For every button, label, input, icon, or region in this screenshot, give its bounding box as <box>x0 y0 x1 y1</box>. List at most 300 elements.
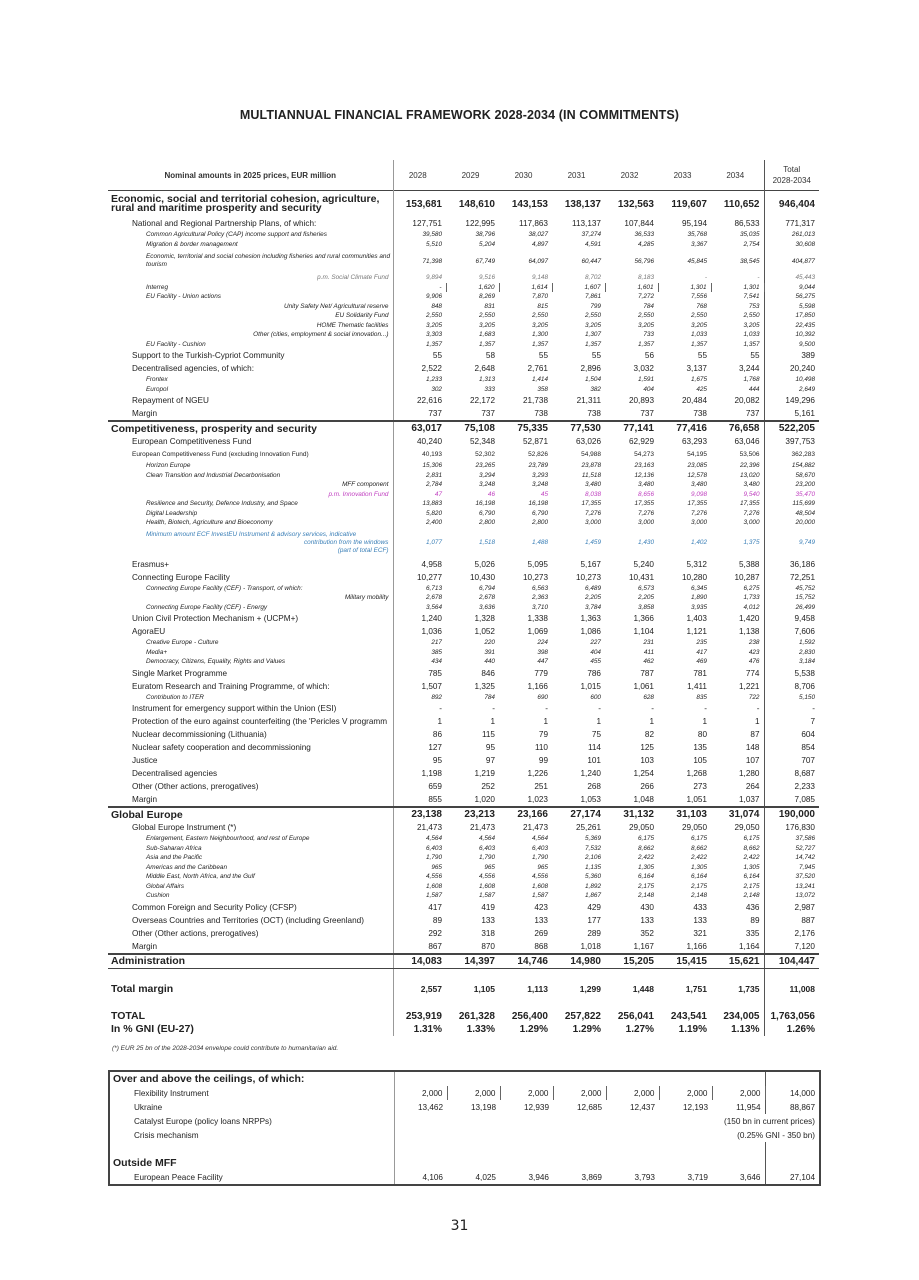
year-value: 411 <box>643 648 654 656</box>
year-value: 1,305 <box>638 863 654 871</box>
year-value: 36,533 <box>634 231 654 239</box>
year-value: 7,870 <box>532 293 548 301</box>
row-label: HOME Thematic facilities <box>108 321 393 331</box>
year-value: 2,896 <box>580 364 601 373</box>
year-value: 6,790 <box>479 509 495 517</box>
year-value: 15,205 <box>605 954 658 969</box>
year-value: 45 <box>540 490 548 498</box>
year-value: 3,636 <box>479 603 495 611</box>
table-row-dec2 <box>108 767 819 780</box>
year-value: 433 <box>693 902 707 912</box>
year-value: 9,906 <box>426 293 442 301</box>
table-row-other1 <box>108 330 819 340</box>
year-value: 122,995 <box>465 219 495 228</box>
year-value: 3,784 <box>585 603 601 611</box>
total-value: 5,150 <box>764 693 819 703</box>
year-value: 62,929 <box>628 437 654 446</box>
year-value: 1,048 <box>633 795 654 804</box>
total-value: 8,687 <box>764 767 819 780</box>
table-row-esi <box>108 702 819 715</box>
year-value: 737 <box>745 409 760 418</box>
year-value: 733 <box>643 331 654 339</box>
year-value: 3,205 <box>426 321 442 329</box>
year-value: - <box>598 704 601 713</box>
year-value: 1,240 <box>421 614 442 623</box>
year-value: 89 <box>432 915 442 925</box>
year-value: 3,564 <box>426 603 442 611</box>
year-value: 268 <box>587 782 601 791</box>
year-value: 2,000 <box>500 1086 553 1100</box>
spacer-cell <box>108 968 393 983</box>
year-value: 2,800 <box>532 519 548 527</box>
empty-cell <box>606 1156 659 1170</box>
year-value: 1,307 <box>585 331 601 339</box>
total-value: 20,240 <box>764 362 819 375</box>
year-value: 46 <box>487 490 495 498</box>
year-value: 77,141 <box>605 421 658 435</box>
year-value: 3,000 <box>638 519 654 527</box>
year-value: 110 <box>534 743 548 752</box>
year-value: 56 <box>644 351 654 360</box>
header-total-line1: Total <box>783 165 801 174</box>
year-value: 3,000 <box>691 519 707 527</box>
year-value: 25,261 <box>575 823 601 832</box>
table-row-global <box>108 882 819 892</box>
label-line-1: Minimum amount ECF InvestEU Instrument & advisory services, indicative <box>146 530 357 538</box>
year-value: 2,148 <box>743 892 760 900</box>
table-row-ngeu <box>108 394 819 407</box>
table-row-justice <box>108 754 819 767</box>
year-value: 273 <box>693 782 707 791</box>
year-value: 4,564 <box>479 835 495 843</box>
total-value: 1.26% <box>764 1023 819 1036</box>
year-value: 13,883 <box>422 500 442 508</box>
year-value: 1,892 <box>585 882 601 890</box>
year-value: 2,106 <box>585 854 601 862</box>
year-value: 3,205 <box>532 321 548 329</box>
empty-cell <box>765 1156 820 1170</box>
year-value: 436 <box>745 902 760 912</box>
year-value: 55 <box>697 351 707 360</box>
page-number: 31 <box>450 1218 469 1234</box>
year-value: 67,749 <box>475 257 495 265</box>
year-value: 2,550 <box>532 312 548 320</box>
year-value: 23,878 <box>581 462 601 470</box>
spacer-row <box>108 968 819 983</box>
year-value: 76,658 <box>711 421 764 435</box>
empty-cell <box>553 1071 606 1086</box>
year-value: 3,480 <box>691 481 707 489</box>
year-value: 1,086 <box>580 627 601 636</box>
table-row-home <box>108 321 819 331</box>
year-value: 398 <box>537 648 548 656</box>
total-value: 26,499 <box>764 603 819 613</box>
year-value: 253,919 <box>405 1010 442 1022</box>
row-label: Crisis mechanism <box>109 1128 394 1142</box>
year-value: 1,768 <box>743 376 760 384</box>
year-value: 1,052 <box>474 627 495 636</box>
year-value: 440 <box>484 658 495 666</box>
table-row-totmargin <box>108 983 819 996</box>
year-value: 7,272 <box>638 293 654 301</box>
year-value: 17,355 <box>634 500 654 508</box>
year-value: 965 <box>484 863 495 871</box>
row-label: Common Foreign and Security Policy (CFSP) <box>108 901 393 914</box>
row-label: Total margin <box>108 983 393 996</box>
year-value: 138,137 <box>552 191 605 218</box>
year-value: 2,800 <box>479 519 495 527</box>
row-label: Margin <box>108 407 393 421</box>
year-value: 75 <box>591 730 601 739</box>
year-value: 8,702 <box>585 274 601 282</box>
total-value: 13,072 <box>764 891 819 901</box>
year-value: 2,000 <box>659 1086 712 1100</box>
year-value: 22,616 <box>416 396 442 405</box>
header-year: 2030 <box>514 170 533 180</box>
year-value: 1,015 <box>580 681 601 691</box>
total-value: 9,044 <box>764 283 819 293</box>
spacer-cell <box>552 968 605 983</box>
year-value: 64,097 <box>528 257 548 265</box>
table-row-nucsafe <box>108 741 819 754</box>
total-value: 190,000 <box>764 807 819 821</box>
year-value: 1,325 <box>474 681 495 691</box>
year-value: 2,000 <box>606 1086 659 1100</box>
header-total <box>764 160 819 191</box>
year-value: 6,164 <box>638 873 654 881</box>
year-value: 6,489 <box>585 584 601 592</box>
year-value: 12,939 <box>523 1102 549 1112</box>
row-label: Competitiveness, prosperity and security <box>108 421 393 435</box>
year-value: 1,357 <box>691 340 707 348</box>
year-value: 7,276 <box>691 509 707 517</box>
year-value: 4,012 <box>743 603 760 611</box>
year-value: 1,614 <box>499 283 552 293</box>
year-value: 220 <box>484 639 495 647</box>
row-label: EU Facility - Cushion <box>108 340 393 350</box>
table-row-oct <box>108 914 819 927</box>
year-value: 13,020 <box>739 471 760 479</box>
year-value: 1,357 <box>426 340 442 348</box>
row-label: Contribution to ITER <box>108 693 393 703</box>
spacer-cell <box>712 1142 765 1156</box>
year-value: 82 <box>644 730 654 739</box>
year-value: 419 <box>481 902 495 912</box>
year-value: 20,484 <box>681 396 707 405</box>
year-value: 266 <box>640 782 654 791</box>
year-value: 785 <box>428 668 442 678</box>
table-row-gei <box>108 821 819 834</box>
year-value: 107,844 <box>624 219 654 228</box>
total-value: 5,161 <box>764 407 819 421</box>
year-value: 784 <box>484 693 495 701</box>
year-value: 3,000 <box>743 519 760 527</box>
year-value: 1,675 <box>691 376 707 384</box>
year-value: 781 <box>693 668 707 678</box>
year-value: 1,033 <box>691 331 707 339</box>
year-value: 423 <box>748 648 760 656</box>
year-value: 1,733 <box>743 594 760 602</box>
year-value: 21,473 <box>469 823 495 832</box>
table-row-resil <box>108 499 819 509</box>
row-label: Connecting Europe Facility (CEF) - Transport, of which: <box>108 584 393 594</box>
header-year: 2028 <box>408 170 427 180</box>
total-value: 48,504 <box>764 509 819 519</box>
year-value: 56,796 <box>634 257 654 265</box>
year-value: 1,591 <box>638 376 654 384</box>
total-value: 389 <box>764 349 819 362</box>
year-value: 2,422 <box>691 854 707 862</box>
year-value: 2,550 <box>426 312 442 320</box>
row-label: Decentralised agencies, of which: <box>108 362 393 375</box>
header-year: 2032 <box>620 170 639 180</box>
total-value: 30,608 <box>764 240 819 250</box>
year-value: 89 <box>750 915 760 925</box>
year-value: 16,198 <box>528 500 548 508</box>
total-value: 10,392 <box>764 330 819 340</box>
year-value: 835 <box>696 693 707 701</box>
year-value: 38,027 <box>528 231 548 239</box>
year-value: 1,751 <box>685 984 707 994</box>
year-value: 1.29% <box>572 1023 601 1035</box>
year-value: - <box>756 704 760 713</box>
year-value: 738 <box>693 409 707 418</box>
spacer-cell <box>658 968 711 983</box>
row-note: (150 bn in current prices) <box>723 1116 815 1126</box>
total-value: 7 <box>764 715 819 728</box>
table-row-asia <box>108 853 819 863</box>
year-value: 2,175 <box>743 882 760 890</box>
year-value: 54,195 <box>687 451 707 458</box>
year-value: 3,205 <box>638 321 654 329</box>
year-value: 29,050 <box>681 823 707 832</box>
total-value: 9,458 <box>764 612 819 625</box>
year-value: 4,285 <box>638 240 654 248</box>
year-value: 14,980 <box>552 954 605 969</box>
year-value: 6,403 <box>532 844 548 852</box>
year-value: 3,710 <box>532 603 548 611</box>
year-value: - <box>704 274 707 282</box>
empty-cell <box>659 1156 712 1170</box>
row-label: Over and above the ceilings, of which: <box>109 1071 394 1086</box>
total-value: 13,241 <box>764 882 819 892</box>
row-label: Cushion <box>108 891 393 901</box>
year-value: 3,480 <box>743 481 760 489</box>
year-value: 352 <box>640 928 654 938</box>
year-value: 469 <box>696 658 707 666</box>
row-label: Catalyst Europe (policy loans NRPPs) <box>109 1114 394 1128</box>
year-value: 13,198 <box>470 1102 496 1112</box>
year-value: 6,175 <box>691 835 707 843</box>
year-value: 119,607 <box>658 191 711 218</box>
row-label: Horizon Europe <box>108 461 393 471</box>
row-label: Decentralised agencies <box>108 767 393 780</box>
year-value: 892 <box>431 693 442 701</box>
table-row-margin3 <box>108 940 819 954</box>
year-value: 444 <box>748 385 760 393</box>
year-value: 1,051 <box>686 795 707 804</box>
year-value: 16,198 <box>475 500 495 508</box>
year-value: 9,148 <box>532 274 548 282</box>
total-value: 7,120 <box>764 940 819 954</box>
total-value: 707 <box>764 754 819 767</box>
year-value: - <box>704 704 707 713</box>
year-value: 1,254 <box>633 769 654 778</box>
spacer-cell <box>393 996 446 1010</box>
table-row-turk <box>108 349 819 362</box>
year-value: 5,095 <box>527 559 548 569</box>
row-label: Migration & border management <box>108 240 393 250</box>
year-value: 5,388 <box>739 559 760 569</box>
spacer-cell <box>711 968 764 983</box>
table-row-scf <box>108 273 819 283</box>
total-value: 5,538 <box>764 667 819 680</box>
year-value: 1.13% <box>731 1023 760 1035</box>
year-value: 1,601 <box>605 283 658 293</box>
year-value: 37,274 <box>581 231 601 239</box>
year-value: 302 <box>431 385 442 393</box>
year-value: 15,306 <box>422 462 442 470</box>
table-row-ucpm <box>108 612 819 625</box>
row-note: (0.25% GNI - 350 bn) <box>737 1130 815 1140</box>
year-value: 17,355 <box>687 500 707 508</box>
total-value: 14,742 <box>764 853 819 863</box>
year-value: 2,678 <box>426 594 442 602</box>
year-value: 86,533 <box>734 219 760 228</box>
row-label: Nuclear safety cooperation and decommissioning <box>108 741 393 754</box>
year-value: 815 <box>537 302 548 310</box>
row-label: MFF component <box>108 480 393 490</box>
year-value: 14,746 <box>499 954 552 969</box>
total-value: 2,830 <box>764 648 819 658</box>
spacer-cell <box>499 996 552 1010</box>
year-value: 737 <box>481 409 495 418</box>
spacer-cell <box>500 1142 553 1156</box>
year-value: 447 <box>537 658 548 666</box>
year-value: 63,046 <box>734 437 760 446</box>
over-heading <box>109 1071 820 1086</box>
row-label: Creative Europe - Culture <box>108 638 393 648</box>
total-value: 2,987 <box>764 901 819 914</box>
row-label: Digital Leadership <box>108 509 393 519</box>
table-row-democracy <box>108 657 819 667</box>
year-value: 1,280 <box>739 769 760 778</box>
year-value: 133 <box>640 915 654 925</box>
table-row-usn <box>108 302 819 312</box>
row-label: Economic, social and territorial cohesion, agriculture, rural and maritime prosperity and security <box>108 191 393 218</box>
year-value: 252 <box>481 782 495 791</box>
year-value: 5,240 <box>633 559 654 569</box>
row-label: European Competitiveness Fund <box>108 435 393 448</box>
year-value: 23,789 <box>528 462 548 470</box>
table-row-horizon <box>108 461 819 471</box>
footnote: (*) EUR 25 bn of the 2028-2034 envelope could contribute to humanitarian aid. <box>112 1045 339 1052</box>
year-value: 12,193 <box>682 1102 708 1112</box>
year-value: 3,293 <box>532 471 548 479</box>
table-row-total <box>108 1010 819 1023</box>
row-label: Enlargement, Eastern Neighbourhood, and rest of Europe <box>108 834 393 844</box>
year-value: 1,459 <box>585 539 601 546</box>
row-label: Erasmus+ <box>108 558 393 571</box>
row-label: Health, Biotech, Agriculture and Bioeconomy <box>108 518 393 528</box>
row-label: Military mobility <box>108 593 393 603</box>
year-value: 20,082 <box>734 396 760 405</box>
year-value: 55 <box>432 351 442 360</box>
year-value: 1,363 <box>580 614 601 623</box>
year-value: 55 <box>538 351 548 360</box>
year-value: 3,480 <box>585 481 601 489</box>
year-value: 217 <box>431 639 442 647</box>
year-value: 251 <box>534 782 548 791</box>
row-label: Other (Other actions, prerogatives) <box>108 780 393 793</box>
table-row-mffc <box>108 480 819 490</box>
year-value: 6,345 <box>691 584 707 592</box>
spacer-cell <box>447 1142 500 1156</box>
year-value: 1,867 <box>585 892 601 900</box>
row-label: Union Civil Protection Mechanism + (UCPM+) <box>108 612 393 625</box>
year-value: 1,338 <box>527 614 548 623</box>
year-value: 1,608 <box>479 882 495 890</box>
year-value: 1,305 <box>743 863 760 871</box>
year-value: 77,416 <box>658 421 711 435</box>
year-value: 6,275 <box>743 584 760 592</box>
year-value: 1,608 <box>426 882 442 890</box>
year-value: 2,831 <box>426 471 442 479</box>
year-value: 6,790 <box>532 509 548 517</box>
table-row-cushion1 <box>108 340 819 350</box>
year-value: 110,652 <box>711 191 764 218</box>
year-value: 867 <box>428 941 442 951</box>
year-value: 2,175 <box>638 882 654 890</box>
year-value: 6,175 <box>638 835 654 843</box>
year-value: 40,193 <box>422 451 442 458</box>
year-value: 462 <box>643 658 654 666</box>
table-row-h3 <box>108 807 819 821</box>
year-value: 2,761 <box>527 364 548 373</box>
total-value: 115,699 <box>764 499 819 509</box>
year-value: 831 <box>484 302 495 310</box>
row-label: Justice <box>108 754 393 767</box>
total-value: 35,470 <box>764 490 819 500</box>
row-label: Economic, territorial and social cohesion including fisheries and rural communities and tourism <box>108 249 393 273</box>
year-value: 99 <box>538 756 548 765</box>
year-value: 1,240 <box>580 769 601 778</box>
year-value: - <box>651 704 654 713</box>
table-row-cfsp <box>108 901 819 914</box>
empty-cell <box>712 1071 765 1086</box>
table-row-digital <box>108 509 819 519</box>
year-value: 269 <box>534 928 548 938</box>
row-label: Clean Transition and Industrial Decarbonisation <box>108 471 393 481</box>
row-label: National and Regional Partnership Plans, of which: <box>108 217 393 230</box>
year-value: 4,564 <box>426 835 442 843</box>
year-value: 1,357 <box>638 340 654 348</box>
table-row-other2 <box>108 780 819 793</box>
year-value: 71,398 <box>422 257 442 265</box>
year-value: 738 <box>534 409 548 418</box>
document-title: MULTIANNUAL FINANCIAL FRAMEWORK 2028-2034 (IN COMMITMENTS) <box>239 108 680 122</box>
total-value: 404,877 <box>764 249 819 273</box>
total-value: 8,706 <box>764 680 819 693</box>
row-label: p.m. Innovation Fund <box>108 490 393 500</box>
year-value: 1,105 <box>473 984 495 994</box>
year-value: 31,132 <box>605 807 658 821</box>
table-row-clean <box>108 471 819 481</box>
year-value: 690 <box>537 693 548 701</box>
header-year: 2029 <box>461 170 480 180</box>
year-value: 1,069 <box>527 627 548 636</box>
row-label: Americas and the Caribbean <box>108 863 393 873</box>
